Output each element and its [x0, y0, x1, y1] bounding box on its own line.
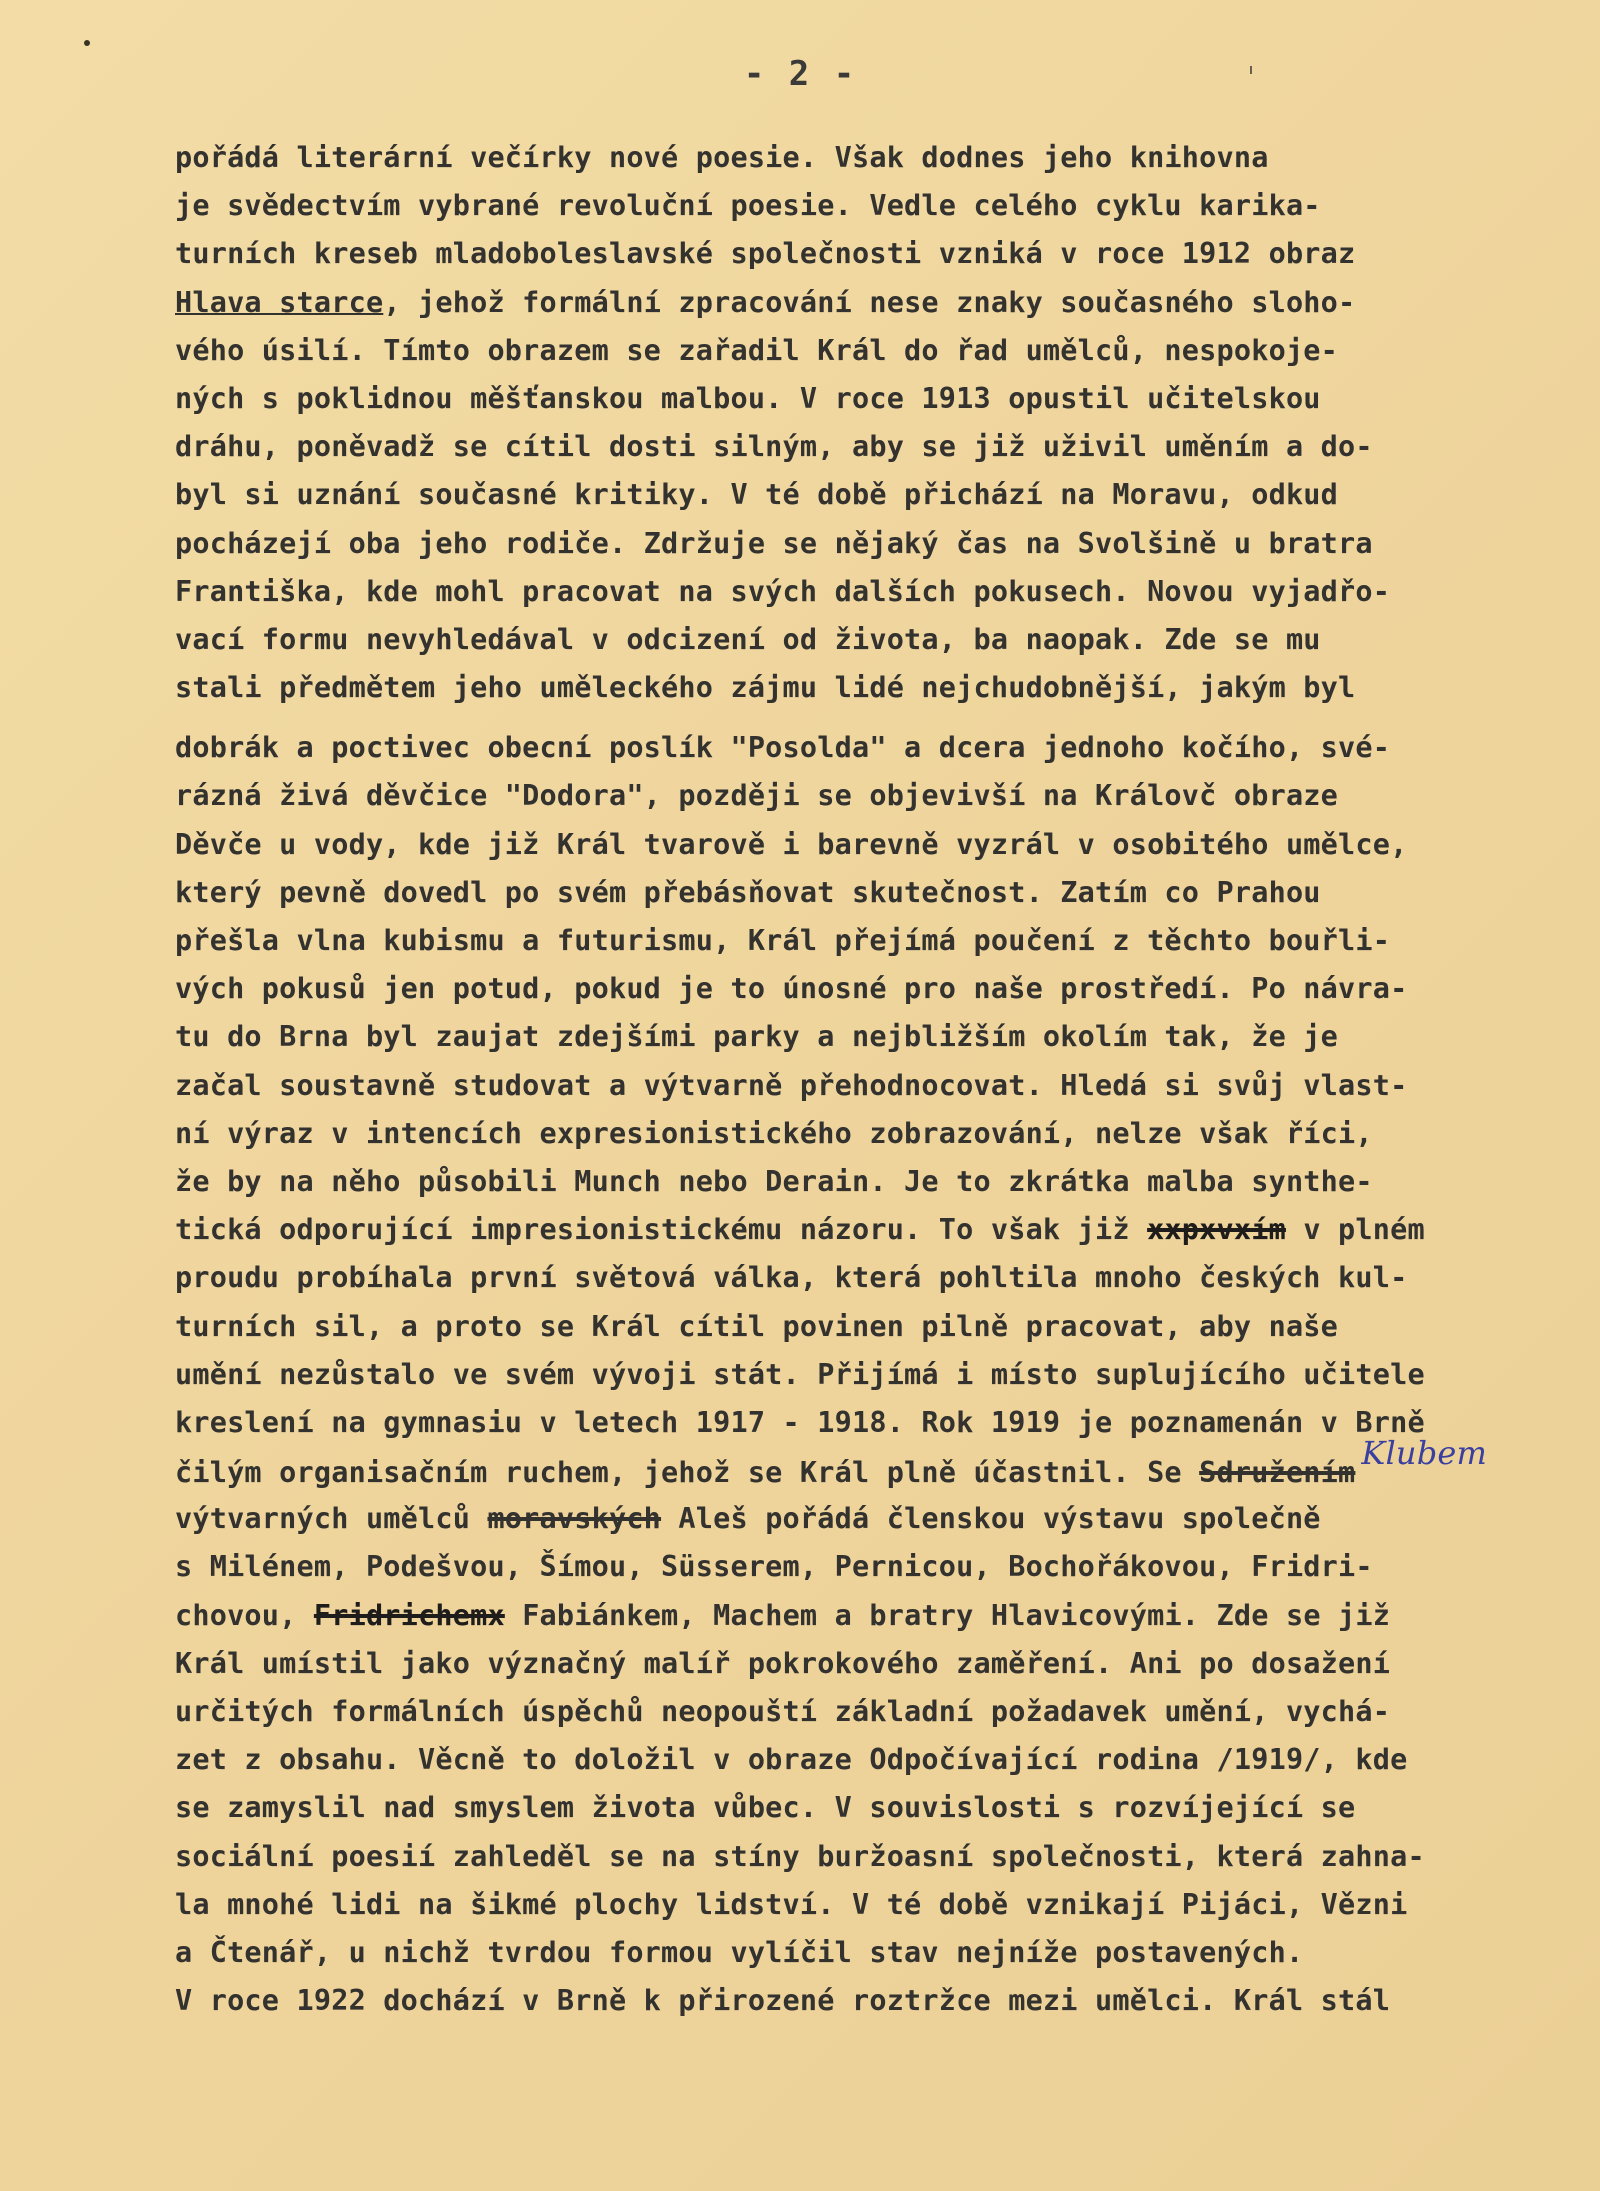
text-line: se zamyslil nad smyslem života vůbec. V souvislosti s rozvíjející se	[175, 1791, 1356, 1825]
text-fragment: , jehož formální zpracování nese znaky současného sloho-	[383, 285, 1356, 319]
text-line: Františka, kde mohl pracovat na svých dalších pokusech. Novou vyjadřo-	[175, 574, 1391, 608]
struck-word: xxpxvxím	[1147, 1213, 1286, 1247]
underlined-title: Hlava starce	[175, 285, 384, 319]
text-line: ní výraz v intencích expresionistického zobrazování, nelze však říci,	[175, 1116, 1373, 1150]
text-line: s Milénem, Podešvou, Šímou, Süsserem, Pernicou, Bochořákovou, Fridri-	[175, 1550, 1373, 1584]
text-line: vých pokusů jen potud, pokud je to únosné pro naše prostředí. Po návra-	[175, 972, 1408, 1006]
text-line: umění nezůstalo ve svém vývoji stát. Přijímá i místo suplujícího učitele	[175, 1357, 1425, 1391]
text-line: který pevně dovedl po svém přebásňovat skutečnost. Zatím co Prahou	[175, 875, 1321, 909]
text-fragment: tická odporující impresionistickému názoru. To však již	[175, 1213, 1130, 1247]
text-line: určitých formálních úspěchů neopouští základní požadavek umění, vychá-	[175, 1695, 1391, 1728]
struck-word: Sdružením	[1199, 1456, 1356, 1490]
text-line: rázná živá děvčice "Dodora", později se objevivší na Královč obraze	[175, 779, 1339, 813]
text-line	[175, 1434, 1575, 1495]
text-line: pocházejí oba jeho rodiče. Zdržuje se nějaký čas na Svolšině u bratra	[175, 526, 1373, 560]
typewritten-text	[175, 134, 1575, 2025]
text-fragment: čilým organisačním ruchem, jehož se Král plně účastnil. Se	[175, 1456, 1182, 1490]
text-line	[175, 279, 1575, 327]
text-line: dráhu, poněvadž se cítil dosti silným, aby se již uživil uměním a do-	[175, 430, 1373, 464]
text-line: tu do Brna byl zaujat zdejšími parky a nejbližším okolím tak, že je	[175, 1020, 1339, 1054]
struck-word: moravských	[487, 1502, 662, 1536]
text-line: zet z obsahu. Věcně to doložil v obraze Odpočívající rodina /1919/, kde	[175, 1743, 1408, 1777]
text-line: byl si uznání současné kritiky. V té době přichází na Moravu, odkud	[175, 478, 1339, 512]
text-line: pořádá literární večírky nové poesie. Však dodnes jeho knihovna	[175, 141, 1269, 174]
text-line: Král umístil jako význačný malíř pokrokového zaměření. Ani po dosažení	[175, 1646, 1391, 1680]
text-line: turních kreseb mladoboleslavské společnosti vzniká v roce 1912 obraz	[175, 237, 1356, 271]
page-number: - 2 -	[743, 54, 857, 94]
text-line: Děvče u vody, kde již Král tvarově i barevně vyzrál v osobitého umělce,	[175, 827, 1408, 861]
text-line: ných s poklidnou měšťanskou malbou. V roce 1913 opustil učitelskou	[175, 381, 1321, 415]
text-line: dobrák a poctivec obecní poslík "Posolda" a dcera jednoho kočího, své-	[175, 731, 1391, 765]
text-line: kreslení na gymnasiu v letech 1917 - 1918. Rok 1919 je poznamenán v Brně	[175, 1405, 1425, 1439]
text-line	[175, 1495, 1575, 1543]
text-fragment: výtvarných umělců	[175, 1502, 471, 1536]
ink-speck	[84, 40, 90, 46]
text-line: proudu probíhala první světová válka, která pohltila mnoho českých kul-	[175, 1261, 1408, 1295]
text-line: vací formu nevyhledával v odcizení od života, ba naopak. Zde se mu	[175, 622, 1321, 656]
text-line: že by na něho působili Munch nebo Derain. Je to zkrátka malba synthe-	[175, 1164, 1373, 1198]
paste-gap	[175, 712, 1575, 724]
text-line: la mnohé lidi na šikmé plochy lidství. V té době vznikají Pijáci, Vězni	[175, 1887, 1408, 1921]
text-line: vého úsilí. Tímto obrazem se zařadil Král do řad umělců, nespokoje-	[175, 333, 1339, 367]
text-line: začal soustavně studovat a výtvarně přehodnocovat. Hledá si svůj vlast-	[175, 1068, 1408, 1102]
text-fragment: v plném	[1303, 1213, 1425, 1247]
text-line: stali předmětem jeho uměleckého zájmu lidé nejchudobnější, jakým byl	[175, 671, 1356, 705]
text-line	[175, 1592, 1575, 1640]
struck-word: Fridrichemx	[313, 1598, 505, 1632]
text-fragment: Fabiánkem, Machem a bratry Hlavicovými. Zde se již	[522, 1598, 1391, 1632]
text-line: přešla vlna kubismu a futurismu, Král přejímá poučení z těchto bouřli-	[175, 924, 1391, 957]
text-fragment: chovou,	[175, 1598, 297, 1632]
text-fragment: Aleš pořádá členskou výstavu společně	[678, 1502, 1321, 1536]
text-line: je svědectvím vybrané revoluční poesie. Vedle celého cyklu karika-	[175, 189, 1321, 223]
text-line: a Čtenář, u nichž tvrdou formou vylíčil stav nejníže postavených.	[175, 1935, 1304, 1969]
handwritten-insertion: Klubem	[1361, 1434, 1488, 1473]
text-line	[175, 1206, 1575, 1254]
text-line: V roce 1922 dochází v Brně k přirozené roztržce mezi umělci. Král stál	[175, 1984, 1391, 2018]
text-line: turních sil, a proto se Král cítil povinen pilně pracovat, aby naše	[175, 1309, 1339, 1343]
text-line: sociální poesií zahleděl se na stíny buržoasní společnosti, která zahna-	[175, 1839, 1425, 1873]
